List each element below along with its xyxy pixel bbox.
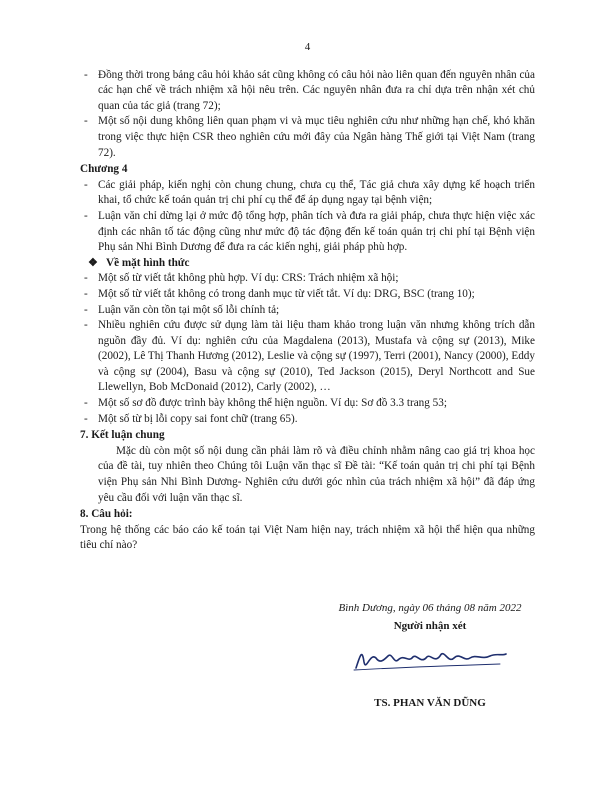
chapter-4-heading: Chương 4: [80, 163, 128, 176]
dash-marker: -: [84, 115, 88, 128]
page-number: 4: [304, 41, 311, 53]
dash-marker: -: [84, 272, 88, 285]
handwritten-signature: [350, 638, 510, 678]
dash-marker: -: [84, 412, 88, 425]
dash-marker: -: [84, 397, 88, 410]
section-8-heading: 8. Câu hỏi:: [80, 508, 133, 521]
section-7-text: Mặc dù còn một số nội dung cần phải làm rõ và điều chỉnh nhằm nâng cao giá trị khoa học của đề tài, tuy nhiên theo Chúng tôi Luận văn thạc sĩ Đề tài: “Kế toán quản trị chi phí tại Bệnh viện Phụ sản Nhi Bình Dương- Nghiên cứu dưới góc nhìn của trách nhiệm xã hội” đã đáp ứng yêu cầu đối với luận văn thạc sĩ.: [98, 444, 535, 504]
chapter-4-item: - Các giải pháp, kiến nghị còn chung chung, chưa cụ thể, Tác giả chưa xây dựng kế hoạch triển khai, tổ chức kế toán quản trị chi phí cụ thể để áp dụng ngay tại bệnh viện;: [80, 178, 535, 209]
signature-block: [320, 601, 540, 712]
form-item: - Một số sơ đồ được trình bày không thể hiện nguồn. Ví dụ: Sơ đồ 3.3 trang 53;: [80, 396, 535, 412]
signer-name: TS. PHAN VĂN DŨNG: [374, 697, 486, 710]
form-section-heading: ❖ Về mặt hình thức: [80, 256, 535, 272]
place-date: Bình Dương, ngày 06 tháng 08 năm 2022: [338, 602, 522, 614]
section-8-text: Trong hệ thống các báo cáo kế toán tại Việt Nam hiện nay, trách nhiệm xã hội thể hiện qua những tiêu chí nào?: [80, 523, 535, 552]
form-item: - Một số từ bị lỗi copy sai font chữ (trang 65).: [80, 412, 535, 428]
paragraph-causes: - Đồng thời trong bảng câu hỏi khảo sát cũng không có câu hỏi nào liên quan đến nguyên nhân của các hạn chế về trách nhiệm xã hội nêu trên. Các nguyên nhân đưa ra chỉ dựa trên nhận xét chủ quan của tác giả (trang 72);: [80, 68, 535, 115]
dash-marker: -: [84, 178, 88, 191]
diamond-bullet-icon: ❖: [88, 256, 99, 269]
dash-marker: -: [84, 319, 88, 332]
form-item: - Nhiều nghiên cứu được sử dụng làm tài liệu tham khảo trong luận văn nhưng không trích dẫn nguồn đầy đủ. Ví dụ: nghiên cứu của Magdalena (2013), Mustafa và cộng sự (2013), Mike (2002), Lê Thị Thanh Hương (2012), Leslie và cộng sự (1997), Terri (2001), Nancy (2000), Eddy và cộng sự (2004), Basu và cộng sự (2010), Ted Jackson (2015), Deryl Northcott and Sue Llewellyn, Bob McDonaid (2012), Carly (2002), …: [80, 318, 535, 396]
dash-marker: -: [84, 68, 88, 81]
form-item: - Luận văn còn tồn tại một số lỗi chính tả;: [80, 303, 535, 319]
dash-marker: -: [84, 287, 88, 300]
chapter-4-item: - Luận văn chỉ dừng lại ở mức độ tổng hợp, phân tích và đưa ra giải pháp, chưa thực hiện việc xác định các nhân tố tác động cũng như mức độ tác động đến kế toán quản trị chi phí tại Bệnh viện Phụ sản Nhi Bình Dương để đưa ra các kiến nghị, giải pháp phù hợp.: [80, 209, 535, 256]
form-item: - Một số từ viết tắt không có trong danh mục từ viết tắt. Ví dụ: DRG, BSC (trang 10);: [80, 287, 535, 303]
section-7-heading: 7. Kết luận chung: [80, 429, 165, 442]
form-item: - Một số từ viết tắt không phù hợp. Ví dụ: CRS: Trách nhiệm xã hội;: [80, 271, 535, 287]
paragraph-scope: - Một số nội dung không liên quan phạm vi và mục tiêu nghiên cứu như những hạn chế, khó khăn trong việc thực hiện CSR theo nghiên cứu mới đây của Ngân hàng Thế giới tại Việt Nam (trang 72).: [80, 114, 535, 161]
dash-marker: -: [84, 209, 88, 222]
reviewer-title: Người nhận xét: [393, 619, 467, 632]
dash-marker: -: [84, 303, 88, 316]
